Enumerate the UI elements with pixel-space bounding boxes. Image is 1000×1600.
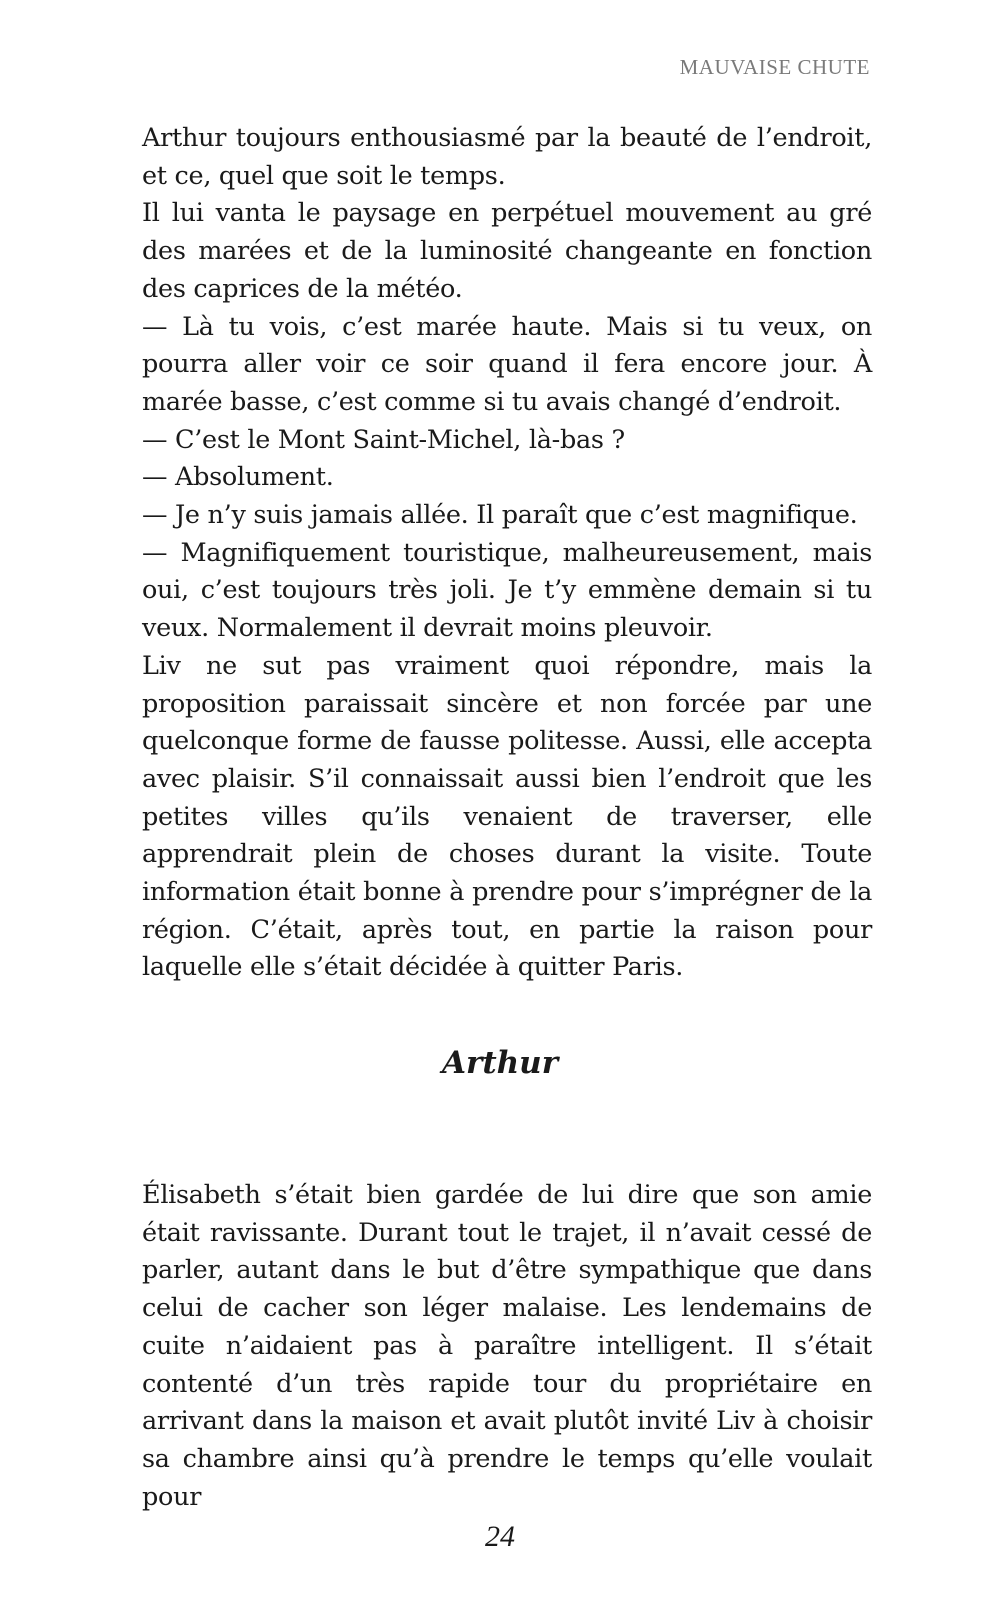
body-text-bottom xyxy=(142,1177,872,1516)
section-heading: Arthur xyxy=(441,1045,559,1081)
body-text-top xyxy=(142,120,872,987)
page-number: 24 xyxy=(485,1520,515,1553)
paragraph: Il lui vanta le paysage en perpétuel mouvement au gré des marées et de la luminosité changeante en fonction des caprices de la météo. xyxy=(142,198,872,304)
dialogue-line: — Magnifiquement touristique, malheureusement, mais oui, c’est toujours très joli. Je t’y emmène demain si tu veux. Normalement il devrait moins pleuvoir. xyxy=(142,537,872,644)
paragraph: Élisabeth s’était bien gardée de lui dire que son amie était ravissante. Durant tout le trajet, il n’avait cessé de parler, autant dans le but d’être sympathique que dans celui de cacher son léger malaise. Les lendemains de cuite n’aidaient pas à paraître intelligent. Il s’était contenté d’un très rapide tour du propriétaire en arrivant dans la maison et avait plutôt invité Liv à choisir sa chambre ainsi qu’à prendre le temps qu’elle voulait pour xyxy=(142,1180,872,1512)
paragraph: Arthur toujours enthousiasmé par la beauté de l’endroit, et ce, quel que soit le temps. xyxy=(142,123,872,191)
dialogue-line: — Je n’y suis jamais allée. Il paraît que c’est magnifique. xyxy=(142,500,858,531)
dialogue-line: — Absolument. xyxy=(142,462,334,493)
dialogue-line: — C’est le Mont Saint-Michel, là-bas ? xyxy=(142,424,625,455)
running-header: MAUVAISE CHUTE xyxy=(679,55,870,79)
paragraph: Liv ne sut pas vraiment quoi répondre, mais la proposition paraissait sincère et non forcée par une quelconque forme de fausse politesse. Aussi, elle accepta avec plaisir. S’il connaissait aussi bien l’endroit que les petites villes qu’ils venaient de traverser, elle apprendrait plein de choses durant la visite. Toute information était bonne à prendre pour s’imprégner de la région. C’était, après tout, en partie la raison pour laquelle elle s’était décidée à quitter Paris. xyxy=(142,650,872,983)
dialogue-line: — Là tu vois, c’est marée haute. Mais si tu veux, on pourra aller voir ce soir quand il fera encore jour. À marée basse, c’est comme si tu avais changé d’endroit. xyxy=(142,311,872,417)
